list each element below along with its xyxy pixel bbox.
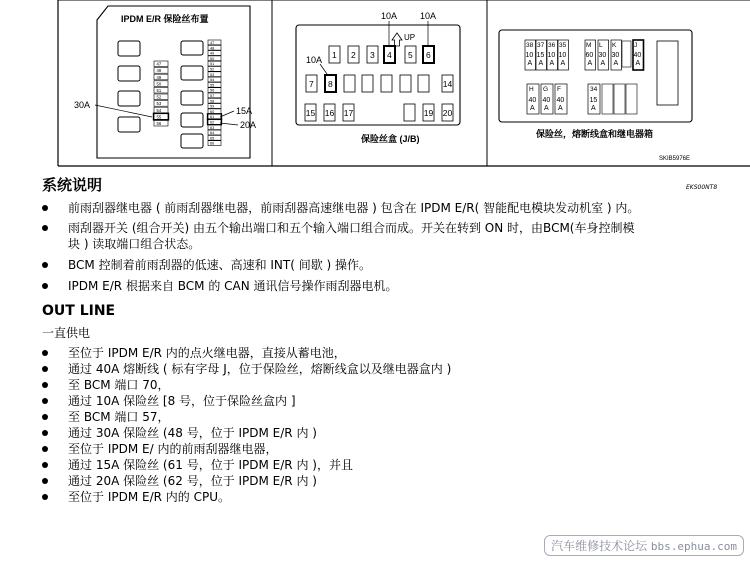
svg-text:59: 59 <box>210 104 215 109</box>
svg-text:47: 47 <box>210 41 215 45</box>
fuse-layout-figure <box>0 0 750 170</box>
ipdm-fuse <box>208 135 221 140</box>
svg-text:J: J <box>634 42 638 49</box>
system-bullets <box>40 200 639 294</box>
ipdm-fuse <box>154 61 168 67</box>
list-item: IPDM E/R 根据来自 BCM 的 CAN 通讯信号操作雨刮器电机。 <box>40 278 639 294</box>
svg-text:L: L <box>599 42 603 49</box>
svg-text:37: 37 <box>537 42 545 49</box>
fusible-link <box>547 40 558 70</box>
svg-text:50: 50 <box>156 81 162 87</box>
svg-text:66: 66 <box>210 141 215 146</box>
relay-slot <box>614 84 625 114</box>
ipdm-fuse <box>208 141 221 146</box>
svg-text:A: A <box>549 60 555 67</box>
ipdm-fuse <box>154 81 168 87</box>
jb-fuse <box>329 46 340 63</box>
fig-code: SKIB5976E <box>659 156 691 162</box>
svg-text:40: 40 <box>528 97 537 104</box>
list-item: 前雨刮器继电器 ( 前雨刮器继电器，前雨刮器高速继电器 ) 包含在 IPDM E/R( 智能配电模块发动机室 ) 内。 <box>40 200 639 216</box>
jb-fuse <box>384 46 395 63</box>
svg-text:36: 36 <box>548 42 556 49</box>
jb-caption: 保险丝盒 (J/B) <box>361 134 420 144</box>
section-code: EKS00NT8 <box>686 184 718 191</box>
jb-fuse <box>325 75 336 92</box>
svg-text:60: 60 <box>210 109 215 114</box>
svg-text:49: 49 <box>210 51 215 56</box>
list-item: 通过 15A 保险丝 (61 号，位于 IPDM E/R 内 )，并且 <box>40 457 451 473</box>
jb-fuse <box>418 75 429 92</box>
list-item: 至 BCM 端口 57， <box>40 409 451 425</box>
svg-text:16: 16 <box>324 108 335 118</box>
jb-fuse <box>305 104 316 121</box>
fusible-link <box>555 84 567 114</box>
ipdm-fuse <box>208 98 221 103</box>
list-item: 通过 40A 熔断线 ( 标有字母 J，位于保险丝，熔断线盒以及继电器盒内 ) <box>40 361 451 377</box>
list-item: 至位于 IPDM E/R 内的 CPU。 <box>40 489 451 505</box>
list-item: 通过 10A 保险丝 [8 号，位于保险丝盒内 ] <box>40 393 451 409</box>
fusible-link <box>611 40 622 70</box>
svg-text:34: 34 <box>590 86 598 93</box>
svg-text:A: A <box>587 60 593 67</box>
svg-text:47: 47 <box>156 61 162 67</box>
svg-text:61: 61 <box>210 115 215 120</box>
svg-text:10: 10 <box>547 52 556 59</box>
fbox-caption: 保险丝，熔断线盒和继电器箱 <box>536 129 654 139</box>
svg-text:A: A <box>560 60 566 67</box>
svg-text:40: 40 <box>542 97 551 104</box>
fusible-link-panel <box>499 30 692 162</box>
callout-20a: 20A <box>240 120 257 130</box>
section-title-outline: OUT LINE <box>42 303 116 319</box>
ipdm-panel <box>74 6 256 158</box>
svg-text:7: 7 <box>309 79 314 89</box>
ipdm-fuse <box>208 130 221 135</box>
ipdm-fuse <box>208 61 221 66</box>
ipdm-fuse <box>208 93 221 98</box>
svg-text:15: 15 <box>589 97 598 104</box>
list-item: BCM 控制着前雨刮器的低速、高速和 INT( 间歇 ) 操作。 <box>40 257 639 273</box>
svg-text:8: 8 <box>328 79 333 89</box>
ipdm-fuse <box>154 74 168 80</box>
svg-text:40: 40 <box>633 52 642 59</box>
callout-15a: 15A <box>236 106 253 116</box>
ipdm-fuse <box>154 107 168 113</box>
svg-text:52: 52 <box>210 67 215 72</box>
ipdm-fuse <box>208 125 221 130</box>
svg-text:65: 65 <box>210 136 215 141</box>
svg-text:54: 54 <box>210 78 215 83</box>
svg-text:56: 56 <box>156 121 162 126</box>
svg-text:60: 60 <box>585 52 594 59</box>
ipdm-title: IPDM E/R 保险丝布置 <box>121 14 209 24</box>
svg-text:54: 54 <box>156 107 162 113</box>
jb-fuse <box>423 46 434 63</box>
jb-fuse <box>348 46 359 63</box>
ipdm-fuse <box>208 88 221 93</box>
fusible-link <box>588 84 600 114</box>
svg-text:5: 5 <box>408 50 413 60</box>
fusible-link <box>536 40 547 70</box>
jb-fuse <box>381 75 392 92</box>
svg-text:20: 20 <box>442 108 453 118</box>
svg-text:55: 55 <box>156 114 162 120</box>
outline-bullets <box>40 345 451 505</box>
ipdm-fuse <box>154 94 168 100</box>
svg-text:1: 1 <box>332 50 337 60</box>
svg-text:53: 53 <box>210 72 215 77</box>
fusible-link <box>558 40 569 70</box>
list-item: 至位于 IPDM E/ 内的前雨刮器继电器， <box>40 441 451 457</box>
fusible-link <box>598 40 609 70</box>
svg-text:35: 35 <box>559 42 567 49</box>
ipdm-fuse <box>208 109 221 114</box>
svg-text:A: A <box>530 105 535 112</box>
jb-fuse <box>400 75 411 92</box>
svg-text:A: A <box>613 60 619 67</box>
svg-text:40: 40 <box>556 97 565 104</box>
ipdm-fuse <box>208 72 221 77</box>
svg-text:58: 58 <box>210 99 215 104</box>
svg-text:48: 48 <box>156 68 162 74</box>
ipdm-fuse <box>154 87 168 93</box>
ipdm-fuse <box>208 82 221 87</box>
ipdm-fuse <box>208 40 221 45</box>
fusible-link <box>633 40 644 70</box>
jb-fuse <box>362 75 373 92</box>
fusible-link <box>527 84 539 114</box>
svg-text:57: 57 <box>210 94 215 98</box>
svg-text:63: 63 <box>210 125 215 130</box>
svg-text:2: 2 <box>351 50 356 60</box>
svg-text:M: M <box>586 42 592 49</box>
svg-text:3: 3 <box>370 50 375 60</box>
relay-slot <box>626 84 637 114</box>
ipdm-fuse <box>154 120 168 126</box>
svg-text:A: A <box>558 105 563 112</box>
svg-text:6: 6 <box>426 50 431 60</box>
svg-text:15: 15 <box>305 108 316 118</box>
list-item: 雨刮器开关 (组合开关) 由五个输出端口和五个输入端口组合而成。开关在转到 ON 时，由BCM(车身控制模 块 ) 读取端口组合状态。 <box>40 220 639 252</box>
ipdm-fuse <box>154 68 168 74</box>
ipdm-fuse <box>208 67 221 72</box>
jb-fuse <box>367 46 378 63</box>
svg-text:10: 10 <box>525 52 534 59</box>
ipdm-fuse <box>208 104 221 109</box>
svg-text:49: 49 <box>156 74 162 80</box>
svg-text:38: 38 <box>526 42 534 49</box>
list-item: 至位于 IPDM E/R 内的点火继电器，直接从蓄电池， <box>40 345 451 361</box>
svg-text:48: 48 <box>210 46 215 51</box>
ipdm-fuse <box>208 51 221 56</box>
list-item: 至 BCM 端口 70， <box>40 377 451 393</box>
svg-text:62: 62 <box>210 120 215 125</box>
jb-left-label: 10A <box>306 55 323 65</box>
svg-text:17: 17 <box>343 108 354 118</box>
fusible-link <box>585 40 596 70</box>
jb-fuse <box>344 75 355 92</box>
svg-text:G: G <box>543 86 549 93</box>
jb-panel <box>296 11 460 144</box>
svg-text:30: 30 <box>598 52 607 59</box>
svg-text:51: 51 <box>210 62 215 67</box>
forum-watermark: 汽车维修技术论坛 bbs.ephua.com <box>544 535 744 556</box>
ipdm-fuse <box>208 56 221 61</box>
svg-text:53: 53 <box>156 101 162 107</box>
jb-fuse <box>442 104 453 121</box>
svg-text:50: 50 <box>210 56 215 61</box>
svg-text:A: A <box>527 60 533 67</box>
svg-text:15: 15 <box>536 52 545 59</box>
svg-text:14: 14 <box>442 79 453 89</box>
svg-text:A: A <box>600 60 606 67</box>
svg-text:64: 64 <box>210 131 215 136</box>
svg-text:4: 4 <box>387 50 392 60</box>
jb-top-label-4: 10A <box>381 11 398 21</box>
callout-30a: 30A <box>74 100 91 110</box>
jb-up-label: UP <box>404 33 416 42</box>
svg-text:A: A <box>544 105 549 112</box>
jb-top-label-6: 10A <box>420 11 437 21</box>
ipdm-fuse <box>208 77 221 82</box>
list-item: 通过 20A 保险丝 (62 号，位于 IPDM E/R 内 ) <box>40 473 451 489</box>
ipdm-fuse <box>154 101 168 107</box>
svg-text:52: 52 <box>156 94 162 100</box>
svg-text:A: A <box>591 105 596 112</box>
svg-text:10: 10 <box>558 52 567 59</box>
ipdm-fuse <box>208 45 221 50</box>
svg-text:F: F <box>557 86 561 93</box>
svg-text:56: 56 <box>210 88 215 93</box>
svg-text:A: A <box>635 60 641 67</box>
jb-fuse <box>306 75 317 92</box>
fusible-link <box>541 84 553 114</box>
svg-text:30: 30 <box>611 52 620 59</box>
jb-fuse <box>423 104 434 121</box>
section-title-system: 系统说明 <box>42 176 103 194</box>
jb-fuse <box>442 75 453 92</box>
jb-fuse <box>343 104 354 121</box>
fusible-link <box>525 40 536 70</box>
svg-text:A: A <box>538 60 544 67</box>
svg-text:K: K <box>612 42 617 49</box>
ipdm-fuse <box>154 113 169 120</box>
svg-text:19: 19 <box>423 108 434 118</box>
jb-fuse <box>404 104 415 121</box>
svg-text:55: 55 <box>210 83 215 88</box>
list-item: 通过 30A 保险丝 (48 号，位于 IPDM E/R 内 ) <box>40 425 451 441</box>
relay-slot <box>622 41 631 67</box>
svg-text:H: H <box>529 86 534 93</box>
svg-text:51: 51 <box>156 88 162 93</box>
jb-fuse <box>405 46 416 63</box>
relay-slot <box>602 84 613 114</box>
jb-fuse <box>324 104 335 121</box>
outline-intro: 一直供电 <box>42 326 91 340</box>
